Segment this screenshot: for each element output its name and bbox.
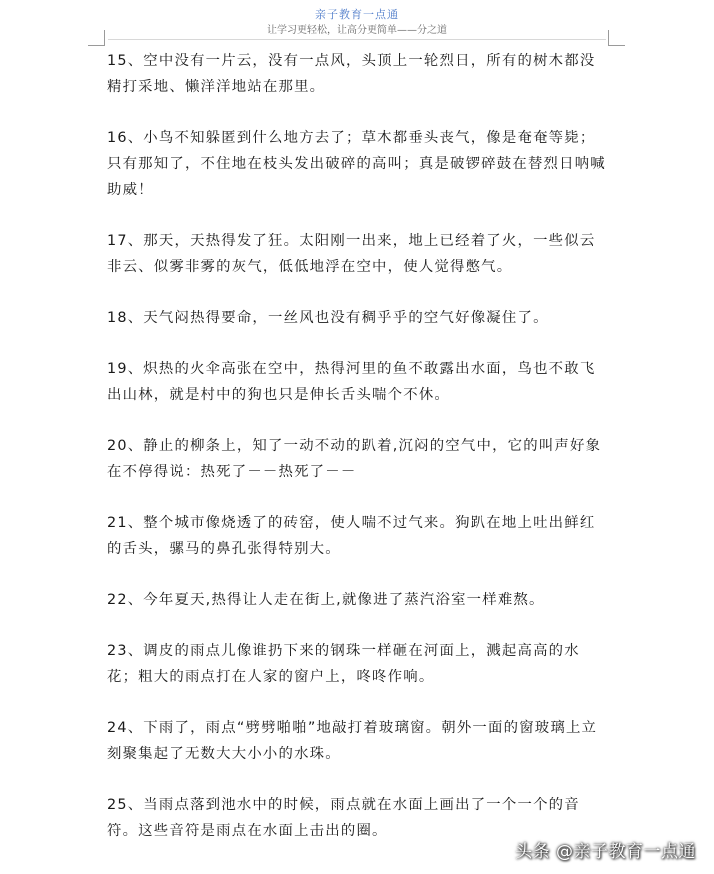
paragraph-22: 22、今年夏天,热得让人走在街上,就像进了蒸汽浴室一样难熬。 <box>107 592 545 608</box>
paragraph-19: 19、炽热的火伞高张在空中，热得河里的鱼不敢露出水面，鸟也不敢飞出山林，就是村中的狗也只是伸长舌头喘个不休。 <box>107 361 596 403</box>
toutiao-watermark: 头条 @亲子教育一点通 <box>515 842 696 862</box>
paragraph-25: 25、当雨点落到池水中的时候，雨点就在水面上画出了一个一个的音符。这些音符是雨点在水面上击出的圈。 <box>107 797 580 839</box>
paragraph-17: 17、那天，天热得发了狂。太阳刚一出来，地上已经着了火，一些似云非云、似雾非雾的灰气，低低地浮在空中，使人觉得憋气。 <box>107 233 596 275</box>
document-body <box>107 48 607 869</box>
crop-mark-top-right <box>608 30 609 46</box>
paragraph-21: 21、整个城市像烧透了的砖窑，使人喘不过气来。狗趴在地上吐出鲜红的舌头，骡马的鼻孔张得特别大。 <box>107 515 596 557</box>
header-subtitle: 让学习更轻松，让高分更简单——分之道 <box>267 25 447 36</box>
paragraph-16: 16、小鸟不知躲匿到什么地方去了；草木都垂头丧气，像是奄奄等毙；只有那知了，不住地在枝头发出破碎的高叫；真是破锣碎鼓在替烈日呐喊助威！ <box>107 130 606 198</box>
header-divider <box>108 39 606 40</box>
crop-mark-top-left <box>88 45 105 46</box>
paragraph-20: 20、静止的柳条上，知了一动不动的趴着,沉闷的空气中，它的叫声好象在不停得说：热死了－－热死了－－ <box>107 438 602 480</box>
paragraph-18: 18、天气闷热得要命，一丝风也没有稠乎乎的空气好像凝住了。 <box>107 310 549 326</box>
page-header <box>0 8 714 37</box>
paragraph-23: 23、调皮的雨点儿像谁扔下来的钢珠一样砸在河面上，溅起高高的水花；粗大的雨点打在人家的窗户上，咚咚作响。 <box>107 643 580 685</box>
header-title: 亲子教育一点通 <box>315 8 399 21</box>
crop-mark-top-right <box>608 45 625 46</box>
paragraph-15: 15、空中没有一片云，没有一点风，头顶上一轮烈日，所有的树木都没精打采地、懒洋洋地站在那里。 <box>107 53 596 95</box>
crop-mark-top-left <box>104 30 105 46</box>
paragraph-24: 24、下雨了，雨点“劈劈啪啪”地敲打着玻璃窗。朝外一面的窗玻璃上立刻聚集起了无数大大小小的水珠。 <box>107 720 598 762</box>
